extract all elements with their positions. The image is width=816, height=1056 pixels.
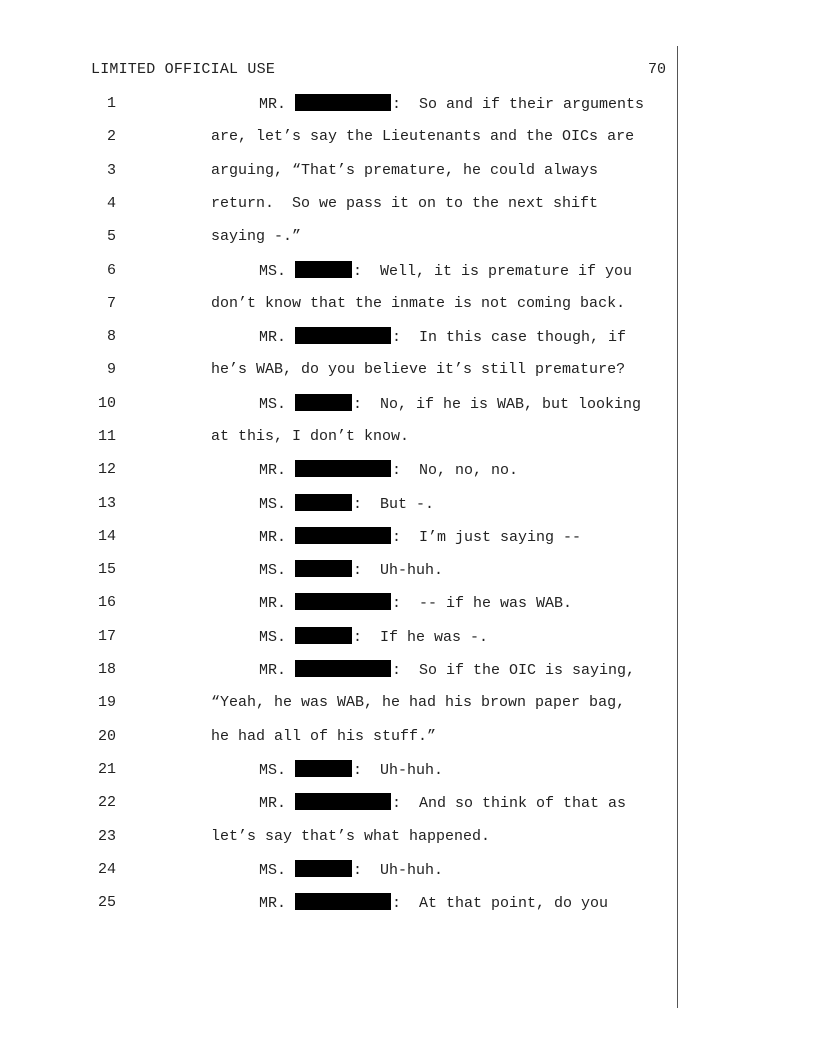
line-number: 11 [97, 428, 116, 445]
utterance-text: : At that point, do you [392, 895, 609, 912]
transcript-line [0, 827, 816, 851]
speaker-turn [259, 660, 635, 681]
redaction-block [295, 460, 391, 477]
redaction-block [295, 527, 391, 544]
speaker-title: MR. [259, 895, 287, 912]
utterance-text: : If he was -. [353, 629, 489, 646]
redaction-block [295, 327, 391, 344]
transcript-line [0, 627, 816, 651]
redaction-block [295, 560, 352, 577]
redaction-block [295, 394, 352, 411]
utterance-text: : Uh-huh. [353, 562, 444, 579]
speaker-title: MR. [259, 662, 287, 679]
transcript-line [0, 427, 816, 451]
line-number: 15 [97, 561, 116, 578]
utterance-text: : So if the OIC is saying, [392, 662, 636, 679]
transcript-line [0, 360, 816, 384]
line-number: 16 [97, 594, 116, 611]
line-number: 17 [97, 628, 116, 645]
transcript-line [0, 394, 816, 418]
speaker-turn [259, 261, 632, 282]
line-number: 18 [97, 661, 116, 678]
continuation-text: arguing, “That’s premature, he could always [211, 162, 599, 179]
line-number: 1 [106, 95, 116, 112]
transcript-line [0, 793, 816, 817]
continuation-text: he had all of his stuff.” [211, 728, 437, 745]
speaker-turn [259, 860, 443, 881]
line-number: 21 [97, 761, 116, 778]
utterance-text: : No, if he is WAB, but looking [353, 396, 642, 413]
continuation-text: don’t know that the inmate is not coming back. [211, 295, 626, 312]
speaker-title: MR. [259, 329, 287, 346]
continuation-text: at this, I don’t know. [211, 428, 410, 445]
transcript-line [0, 660, 816, 684]
redaction-block [295, 261, 352, 278]
redaction-block [295, 860, 352, 877]
line-number: 4 [106, 195, 116, 212]
redaction-block [295, 94, 391, 111]
line-number: 5 [106, 228, 116, 245]
classification-header: LIMITED OFFICIAL USE [91, 61, 276, 78]
speaker-turn [259, 593, 572, 614]
line-number: 8 [106, 328, 116, 345]
redaction-block [295, 760, 352, 777]
line-number: 20 [97, 728, 116, 745]
speaker-title: MR. [259, 529, 287, 546]
speaker-title: MS. [259, 629, 287, 646]
redaction-block [295, 893, 391, 910]
utterance-text: : And so think of that as [392, 795, 627, 812]
speaker-turn [259, 793, 626, 814]
speaker-turn [259, 627, 488, 648]
line-number: 6 [106, 262, 116, 279]
speaker-title: MR. [259, 795, 287, 812]
redaction-block [295, 494, 352, 511]
line-number: 19 [97, 694, 116, 711]
page-number: 70 [647, 61, 666, 78]
transcript-line [0, 560, 816, 584]
speaker-title: MR. [259, 462, 287, 479]
utterance-text: : In this case though, if [392, 329, 627, 346]
speaker-turn [259, 760, 443, 781]
transcript-line [0, 593, 816, 617]
transcript-line [0, 527, 816, 551]
transcript-line [0, 727, 816, 751]
transcript-line [0, 760, 816, 784]
transcript-line [0, 294, 816, 318]
speaker-turn [259, 394, 641, 415]
transcript-line [0, 94, 816, 118]
utterance-text: : Uh-huh. [353, 862, 444, 879]
line-number: 3 [106, 162, 116, 179]
redaction-block [295, 793, 391, 810]
continuation-text: let’s say that’s what happened. [211, 828, 491, 845]
line-number: 9 [106, 361, 116, 378]
speaker-turn [259, 94, 644, 115]
transcript-line [0, 127, 816, 151]
line-number: 25 [97, 894, 116, 911]
speaker-turn [259, 460, 518, 481]
speaker-turn [259, 527, 581, 548]
utterance-text: : -- if he was WAB. [392, 595, 573, 612]
transcript-line [0, 327, 816, 351]
utterance-text: : Uh-huh. [353, 762, 444, 779]
continuation-text: are, let’s say the Lieutenants and the OICs are [211, 128, 635, 145]
transcript-line [0, 227, 816, 251]
continuation-text: “Yeah, he was WAB, he had his brown paper bag, [211, 694, 626, 711]
line-number: 22 [97, 794, 116, 811]
transcript-line [0, 860, 816, 884]
speaker-title: MR. [259, 96, 287, 113]
line-number: 24 [97, 861, 116, 878]
speaker-turn [259, 560, 443, 581]
speaker-title: MS. [259, 496, 287, 513]
transcript-line [0, 161, 816, 185]
utterance-text: : Well, it is premature if you [353, 263, 633, 280]
line-number: 14 [97, 528, 116, 545]
speaker-turn [259, 494, 434, 515]
continuation-text: return. So we pass it on to the next shift [211, 195, 599, 212]
transcript-line [0, 261, 816, 285]
speaker-title: MS. [259, 263, 287, 280]
speaker-title: MR. [259, 595, 287, 612]
continuation-text: he’s WAB, do you believe it’s still premature? [211, 361, 626, 378]
line-number: 23 [97, 828, 116, 845]
line-number: 10 [97, 395, 116, 412]
redaction-block [295, 593, 391, 610]
transcript-line [0, 494, 816, 518]
utterance-text: : I’m just saying -- [392, 529, 582, 546]
speaker-title: MS. [259, 562, 287, 579]
continuation-text: saying -.” [211, 228, 302, 245]
line-number: 2 [106, 128, 116, 145]
speaker-turn [259, 893, 608, 914]
speaker-title: MS. [259, 396, 287, 413]
speaker-title: MS. [259, 762, 287, 779]
transcript-line [0, 893, 816, 917]
transcript-line [0, 194, 816, 218]
transcript-line [0, 460, 816, 484]
speaker-title: MS. [259, 862, 287, 879]
transcript-line [0, 693, 816, 717]
speaker-turn [259, 327, 626, 348]
utterance-text: : But -. [353, 496, 435, 513]
line-number: 12 [97, 461, 116, 478]
utterance-text: : No, no, no. [392, 462, 519, 479]
utterance-text: : So and if their arguments [392, 96, 645, 113]
line-number: 7 [106, 295, 116, 312]
redaction-block [295, 627, 352, 644]
redaction-block [295, 660, 391, 677]
line-number: 13 [97, 495, 116, 512]
